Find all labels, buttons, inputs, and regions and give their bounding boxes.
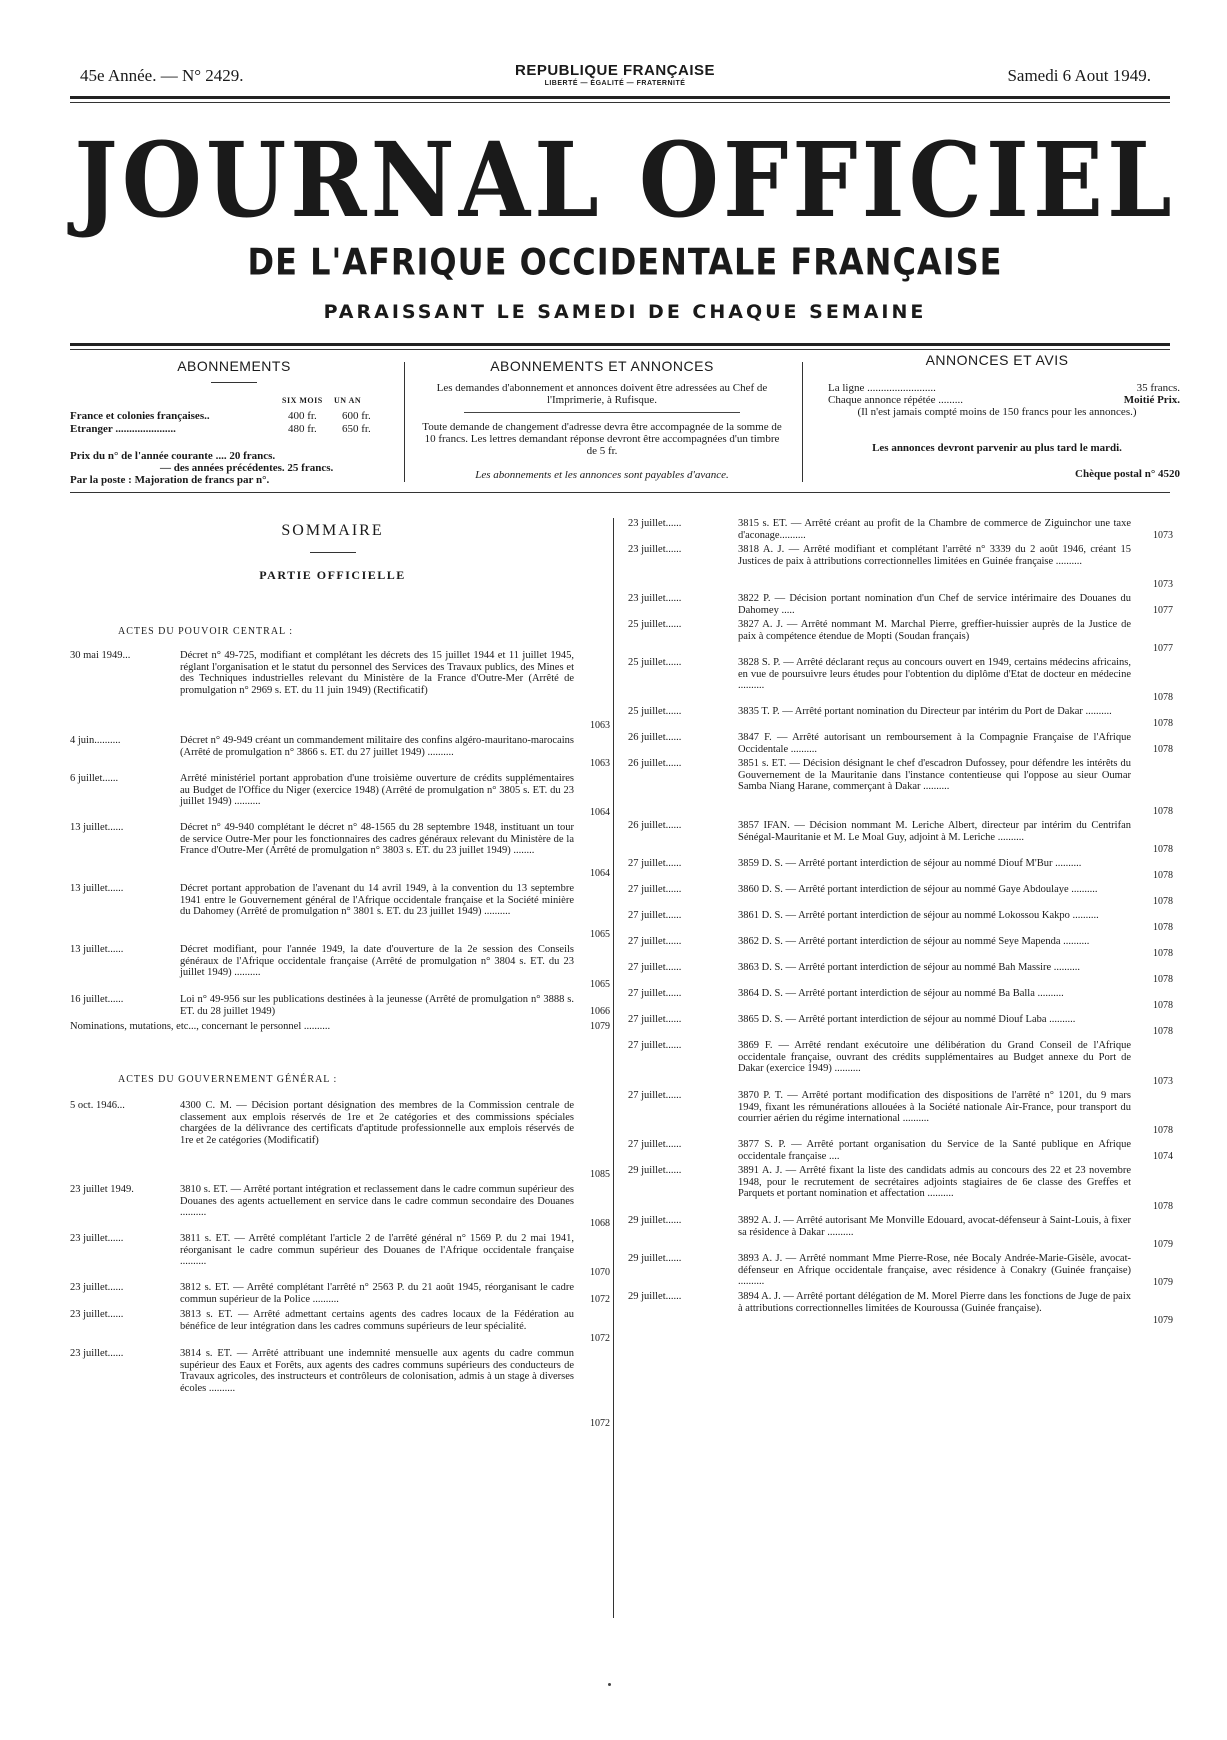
toc-entry-page: 1079 <box>590 1021 610 1033</box>
toc-entry-date: 27 juillet...... <box>628 1090 682 1101</box>
issue-number: 45e Année. — N° 2429. <box>80 66 244 85</box>
price-row-label: Etranger ...................... <box>70 423 176 435</box>
price-columns-header <box>282 396 386 405</box>
toc-entry-text: 3822 P. — Décision portant nomination d'un Chef de service intérimaire des Douanes du Dahomey ..... <box>738 593 1131 616</box>
toc-entry-date: 27 juillet...... <box>628 962 682 973</box>
toc-entry-text: 3810 s. ET. — Arrêté portant intégration et reclassement dans le cadre commun supérieur des Douanes des agents actuellement en service dans le cadre commun secondaire des Douanes .......... <box>180 1184 574 1219</box>
repeat-price-label: Chaque annonce répétée ......... <box>828 394 963 406</box>
price-row <box>70 423 371 435</box>
masthead-subtitle: DE L'AFRIQUE OCCIDENTALE FRANÇAISE <box>247 240 1003 284</box>
toc-entry-date: 29 juillet...... <box>628 1165 682 1176</box>
price-row-label: France et colonies françaises.. <box>70 410 210 422</box>
toc-entry-page: 1072 <box>590 1333 610 1345</box>
masthead-tagline: PARAISSANT LE SAMEDI DE CHAQUE SEMAINE <box>323 301 927 323</box>
toc-entry <box>628 1165 1173 1213</box>
repeat-price: Moitié Prix. <box>1123 394 1180 406</box>
toc-entry-date: 23 juillet 1949. <box>70 1184 134 1195</box>
toc-entry-date: 6 juillet...... <box>70 773 119 784</box>
toc-entry-page: 1070 <box>590 1267 610 1279</box>
toc-entry-page: 1064 <box>590 868 610 880</box>
subscription-address-note: Les demandes d'abonnement et annonces doivent être adressées au Chef de l'Imprimerie, à Rufisque. <box>436 382 768 406</box>
toc-entry-text: Arrêté ministériel portant approbation d'une troisième ouverture de crédits supplémentaires au Budget de l'Office du Niger (exercice 1948) (Arrêté de promulgation n° 3805 s. ET. du 23 juillet 1949) .......... <box>180 773 574 808</box>
toc-entry-text: 3828 S. P. — Arrêté déclarant reçus au concours ouvert en 1949, certains médecins africains, en vue de poursuivre leurs études pour l'obtention du diplôme d'Etat de docteur en médecine .......... <box>738 657 1131 692</box>
toc-entry <box>70 883 610 941</box>
toc-entry-text: 3818 A. J. — Arrêté modifiant et complétant l'arrêté n° 3339 du 2 août 1946, créant 15 Justices de paix à attributions correctionnelles limitées en Guinée française .......... <box>738 544 1131 567</box>
subscription-top-rule-thin <box>70 349 1170 350</box>
toc-entry <box>70 1282 610 1306</box>
header-line <box>70 62 1175 90</box>
toc-entry-text: 3864 D. S. — Arrêté portant interdiction de séjour au nommé Ba Balla .......... <box>738 988 1064 999</box>
toc-entry-text: 3863 D. S. — Arrêté portant interdiction de séjour au nommé Bah Massire .......... <box>738 962 1081 973</box>
toc-entry <box>628 820 1173 856</box>
toc-entry <box>70 1348 610 1430</box>
toc-entry-date: 26 juillet...... <box>628 758 682 769</box>
toc-entry-date: 30 mai 1949... <box>70 650 131 661</box>
toc-entry-page: 1073 <box>1153 579 1173 591</box>
toc-entry <box>628 593 1173 617</box>
line-price: 35 francs. <box>1136 382 1180 394</box>
toc-entry-text: 3811 s. ET. — Arrêté complétant l'article 2 de l'arrêté général n° 1569 P. du 2 mai 1941, réorganisant le cadre commun supérieur des Douanes de l'Afrique occidentale française .......... <box>180 1233 574 1268</box>
toc-entry-date: 27 juillet...... <box>628 936 682 947</box>
republic-motto: LIBERTÉ — ÉGALITÉ — FRATERNITÉ <box>544 80 686 87</box>
toc-entry-page: 1063 <box>590 758 610 770</box>
abonnements-annonces-column <box>414 352 790 484</box>
toc-entry-page: 1079 <box>1153 1239 1173 1251</box>
issue-price: Prix du n° de l'année courante .... 20 francs. <box>70 450 276 462</box>
toc-entry-date: 23 juillet...... <box>70 1309 124 1320</box>
toc-entry-page: 1085 <box>590 1169 610 1181</box>
toc-entry-text: 3865 D. S. — Arrêté portant interdiction de séjour au nommé Diouf Laba .......... <box>738 1014 1076 1025</box>
toc-entry-date: 26 juillet...... <box>628 820 682 831</box>
annonces-avis-heading: ANNONCES ET AVIS <box>925 352 1069 368</box>
toc-entry-page: 1064 <box>590 807 610 819</box>
toc-entry <box>628 657 1173 704</box>
toc-entry-date: 27 juillet...... <box>628 910 682 921</box>
header-rule-thin <box>70 102 1170 103</box>
toc-entry-text: 3813 s. ET. — Arrêté admettant certains agents des cadres locaux de la Fédération au bénéfice de leur intégration dans les cadres communs supérieurs de leur spécialité. <box>180 1309 574 1332</box>
toc-entry <box>70 650 610 732</box>
toc-entry-page: 1072 <box>590 1294 610 1306</box>
toc-entry <box>628 619 1173 655</box>
divider <box>464 412 740 413</box>
toc-entry-date: 25 juillet...... <box>628 619 682 630</box>
toc-entry-text: Nominations, mutations, etc..., concernant le personnel .......... <box>70 1021 331 1032</box>
toc-entry-page: 1078 <box>1153 1125 1173 1137</box>
one-year-header: UN AN <box>334 396 362 405</box>
toc-entry-date: 13 juillet...... <box>70 822 124 833</box>
toc-entry-text: 3877 S. P. — Arrêté portant organisation du Service de la Santé publique en Afrique occidentale française .... <box>738 1139 1131 1162</box>
toc-entry <box>70 944 610 991</box>
issue-date: Samedi 6 Aout 1949. <box>1007 66 1151 85</box>
toc-entry-date: 27 juillet...... <box>628 858 682 869</box>
price-row <box>70 410 371 422</box>
back-issue-price: — des années précédentes. 25 francs. <box>160 462 334 474</box>
toc-entry <box>628 910 1173 934</box>
toc-entry <box>70 1233 610 1279</box>
toc-entry <box>628 518 1173 542</box>
annonces-avis-column <box>814 352 1180 484</box>
divider <box>211 382 257 383</box>
toc-entry-text: Décret portant approbation de l'avenant du 14 avril 1949, à la convention du 13 septembre 1941 entre le Gouvernement général de l'Afrique occidentale française et la Société minière du Dahomey (Arrêté de promulgation n° 3801 s. ET. du 23 juillet 1949) .......... <box>180 883 574 918</box>
toc-entry <box>628 962 1173 986</box>
toc-entry-date: 29 juillet...... <box>628 1215 682 1226</box>
toc-entry-page: 1078 <box>1153 896 1173 908</box>
toc-entry-page: 1078 <box>1153 844 1173 856</box>
change-address-note: Toute demande de changement d'adresse devra être accompagnée de la somme de 10 francs. Les lettres demandant réponse devront être accompagnées d'un timbre de 5 fr. <box>422 421 782 457</box>
toc-entry-text: 3812 s. ET. — Arrêté complétant l'arrêté n° 2563 P. du 21 août 1945, réorganisant le cadre commun supérieur de la Police .......... <box>180 1282 574 1305</box>
toc-entry-text: Décret modifiant, pour l'année 1949, la date d'ouverture de la 2e session des Conseils généraux de l'Afrique occidentale française (Arrêté de promulgation n° 3804 s. ET. du 23 juillet 1949) .......... <box>180 944 574 979</box>
minimum-note: (Il n'est jamais compté moins de 150 francs pour les annonces.) <box>857 406 1137 418</box>
price-six: 480 fr. <box>288 423 317 435</box>
toc-entry-page: 1065 <box>590 979 610 991</box>
toc-entry-text: 3847 F. — Arrêté autorisant un remboursement à la Compagnie Française de l'Afrique Occidentale .......... <box>738 732 1131 755</box>
toc-entry <box>70 994 610 1018</box>
republic-title: REPUBLIQUE FRANÇAISE <box>514 62 715 79</box>
toc-entry-page: 1077 <box>1153 605 1173 617</box>
toc-entry-date: 23 juillet...... <box>628 593 682 604</box>
toc-entry <box>628 1014 1173 1038</box>
toc-entry-date: 23 juillet...... <box>628 544 682 555</box>
toc-entry-text: Décret n° 49-940 complétant le décret n° 48-1565 du 28 septembre 1948, instituant un tour de service Outre-Mer pour les fonctionnaires des cadres généraux relevant du Ministère de la France d'Outre-Mer (Arrêté de promulgation n° 3803 s. ET. du 23 juillet 1949) ........ <box>180 822 574 857</box>
toc-entry-page: 1063 <box>590 720 610 732</box>
toc-entry <box>628 1253 1173 1289</box>
toc-entry <box>628 1215 1173 1251</box>
toc-entry-text: 3894 A. J. — Arrêté portant délégation de M. Morel Pierre dans les fonctions de Juge de paix à attributions correctionnelles limitées de Kouroussa (Guinée française). <box>738 1291 1131 1314</box>
toc-entry-date: 27 juillet...... <box>628 1040 682 1051</box>
toc-entry-date: 27 juillet...... <box>628 884 682 895</box>
toc-entry-page: 1073 <box>1153 530 1173 542</box>
price-year: 600 fr. <box>342 410 371 422</box>
column-divider <box>802 362 803 482</box>
toc-entry <box>70 1309 610 1345</box>
toc-entry-page: 1079 <box>1153 1315 1173 1327</box>
toc-entry <box>628 858 1173 882</box>
toc-entry-date: 4 juin.......... <box>70 735 121 746</box>
toc-entry-date: 13 juillet...... <box>70 944 124 955</box>
toc-entry-page: 1078 <box>1153 1000 1173 1012</box>
price-year: 650 fr. <box>342 423 371 435</box>
section-heading-gouvernement-general: ACTES DU GOUVERNEMENT GÉNÉRAL : <box>118 1074 338 1085</box>
toc-entry-page: 1065 <box>590 929 610 941</box>
toc-entry <box>628 1040 1173 1088</box>
toc-entry-page: 1072 <box>590 1418 610 1430</box>
toc-entry <box>70 735 610 770</box>
toc-entry-text: Décret n° 49-725, modifiant et complétant les décrets des 15 juillet 1944 et 11 juillet 1945, réglant l'organisation et le statut du personnel des Services des Travaux publics, des Mines et des Techniques industrielles relevant du Ministère de la France d'Outre-Mer (Arrêté de promulgation n° 2969 s. ET. du 11 juin 1949) (Rectificatif) <box>180 650 574 696</box>
toc-entry-text: 3827 A. J. — Arrêté nommant M. Marchal Pierre, greffier-huissier auprès de la Justice de paix à compétence étendue de Mopti (Soudan français) <box>738 619 1131 642</box>
toc-entry-text: 3869 F. — Arrêté rendant exécutoire une délibération du Grand Conseil de l'Afrique occidentale française, ouvrant des crédits supplémentaires au Budget annexe du Port de Dakar (exercice 1949) .......... <box>738 1040 1131 1075</box>
toc-entry-text: 3892 A. J. — Arrêté autorisant Me Monville Edouard, avocat-défenseur à Saint-Louis, à fixer sa résidence à Dakar .......... <box>738 1215 1131 1238</box>
abonnements-heading: ABONNEMENTS <box>177 358 291 374</box>
toc-entry-text: 3859 D. S. — Arrêté portant interdiction de séjour au nommé Diouf M'Bur .......... <box>738 858 1082 869</box>
toc-entry-date: 23 juillet...... <box>628 518 682 529</box>
abonnements-column <box>70 352 398 484</box>
six-months-header: SIX MOIS <box>282 396 323 405</box>
abonnements-annonces-heading: ABONNEMENTS ET ANNONCES <box>490 358 714 374</box>
toc-entry <box>70 1021 610 1033</box>
toc-entry-page: 1078 <box>1153 974 1173 986</box>
toc-entry <box>628 884 1173 908</box>
toc-entry-date: 27 juillet...... <box>628 1139 682 1150</box>
price-six: 400 fr. <box>288 410 317 422</box>
header-rule <box>70 96 1170 99</box>
toc-entry <box>628 706 1173 730</box>
toc-entry-date: 13 juillet...... <box>70 883 124 894</box>
toc-entry-date: 29 juillet...... <box>628 1253 682 1264</box>
toc-entry-page: 1078 <box>1153 806 1173 818</box>
toc-entry-text: Loi n° 49-956 sur les publications destinées à la jeunesse (Arrêté de promulgation n° 3888 s. ET. du 28 juillet 1949) <box>180 994 574 1017</box>
toc-entry-page: 1073 <box>1153 1076 1173 1088</box>
toc-entry <box>628 988 1173 1012</box>
toc-entry-page: 1078 <box>1153 1026 1173 1038</box>
postal-surcharge: Par la poste : Majoration de francs par n°. <box>70 474 270 486</box>
payment-note: Les abonnements et les annonces sont payables d'avance. <box>475 469 729 481</box>
toc-entry-date: 5 oct. 1946... <box>70 1100 125 1111</box>
toc-entry-page: 1078 <box>1153 718 1173 730</box>
deadline-note: Les annonces devront parvenir au plus tard le mardi. <box>872 442 1122 454</box>
toc-entry-text: 3815 s. ET. — Arrêté créant au profit de la Chambre de commerce de Ziguinchor une taxe d'aconage.......... <box>738 518 1131 541</box>
toc-entry-page: 1078 <box>1153 744 1173 756</box>
toc-entry <box>628 732 1173 756</box>
toc-entry-text: 3851 s. ET. — Décision désignant le chef d'escadron Dufossey, pour défendre les intérêts du Gouvernement de la Mauritanie dans l'instance contentieuse qui l'oppose au sieur Oumar Samba Niang Harane, commerçant à Dakar .......... <box>738 758 1131 793</box>
toc-entry-page: 1074 <box>1153 1151 1173 1163</box>
toc-entry-date: 26 juillet...... <box>628 732 682 743</box>
toc-entry <box>70 822 610 880</box>
masthead-title: JOURNAL OFFICIEL <box>74 119 1176 241</box>
subscription-bottom-rule <box>70 492 1170 493</box>
toc-entry-page: 1078 <box>1153 692 1173 704</box>
toc-entry-text: 3860 D. S. — Arrêté portant interdiction de séjour au nommé Gaye Abdoulaye .......... <box>738 884 1098 895</box>
toc-entry-text: 3835 T. P. — Arrêté portant nomination du Directeur par intérim du Port de Dakar .......... <box>738 706 1112 717</box>
toc-entry-date: 27 juillet...... <box>628 1014 682 1025</box>
line-price-label: La ligne ......................... <box>828 382 936 394</box>
toc-entry-text: 3870 P. T. — Arrêté portant modification des dispositions de l'arrêté n° 1201, du 9 mars 1949, fixant les rémunérations allouées à la Société nationale Air-France, pour transport du courrier aérien du régime international .......... <box>738 1090 1131 1125</box>
toc-entry <box>628 936 1173 960</box>
divider <box>310 552 356 553</box>
toc-entry-text: Décret n° 49-949 créant un commandement militaire des confins algéro-mauritano-marocains (Arrêté de promulgation n° 3866 s. ET. du 27 juillet 1949) .......... <box>180 735 574 758</box>
page-mark <box>608 1683 611 1686</box>
toc-entry-date: 29 juillet...... <box>628 1291 682 1302</box>
toc-entry-date: 23 juillet...... <box>70 1233 124 1244</box>
toc-entry-date: 25 juillet...... <box>628 657 682 668</box>
toc-entry-text: 3861 D. S. — Arrêté portant interdiction de séjour au nommé Lokossou Kakpo .......... <box>738 910 1099 921</box>
toc-entry-date: 23 juillet...... <box>70 1282 124 1293</box>
toc-entry-page: 1078 <box>1153 870 1173 882</box>
toc-entry-page: 1068 <box>590 1218 610 1230</box>
sommaire-title: SOMMAIRE <box>281 522 384 539</box>
toc-entry <box>70 1184 610 1230</box>
toc-entry-date: 16 juillet...... <box>70 994 124 1005</box>
subscription-top-rule <box>70 343 1170 346</box>
toc-entry-page: 1078 <box>1153 948 1173 960</box>
toc-entry-date: 23 juillet...... <box>70 1348 124 1359</box>
toc-entry-page: 1066 <box>590 1006 610 1018</box>
toc-entry-text: 3857 IFAN. — Décision nommant M. Leriche Albert, directeur par intérim du Centrifan Sénégal-Mauritanie et M. Le Moal Guy, adjoint à M. Leriche .......... <box>738 820 1131 843</box>
toc-entry-page: 1078 <box>1153 1201 1173 1213</box>
toc-entry-date: 25 juillet...... <box>628 706 682 717</box>
toc-entry-page: 1079 <box>1153 1277 1173 1289</box>
toc-entry <box>70 773 610 819</box>
column-divider <box>613 518 614 1618</box>
toc-entry <box>628 758 1173 818</box>
toc-entry-text: 3814 s. ET. — Arrêté attribuant une indemnité mensuelle aux agents du cadre commun supérieur des Eaux et Forêts, aux agents des cadres communs supérieurs des conducteurs de Travaux agricoles, des instructeurs et contrôleurs de colonisation, admis à un stage à diverses écoles .......... <box>180 1348 574 1394</box>
section-heading-pouvoir-central: ACTES DU POUVOIR CENTRAL : <box>118 626 294 637</box>
toc-entry <box>628 544 1173 591</box>
toc-entry <box>628 1090 1173 1137</box>
subscription-box <box>70 352 1180 487</box>
toc-entry-date: 27 juillet...... <box>628 988 682 999</box>
column-divider <box>404 362 405 482</box>
toc-entry-text: 3891 A. J. — Arrêté fixant la liste des candidats admis au concours des 22 et 23 novembre 1948, pour le recrutement de secrétaires adjoints stagiaires de 6e classe des Greffes et Parquets et portant nomination et affectation .......... <box>738 1165 1131 1200</box>
toc-entry-text: 3893 A. J. — Arrêté nommant Mme Pierre-Rose, née Bocaly Andrée-Marie-Gisèle, avocat-défenseur en Afrique occidentale française, avec résidence à Conakry (Guinée française) .......... <box>738 1253 1131 1288</box>
toc-entry <box>628 1139 1173 1163</box>
toc-entry-page: 1077 <box>1153 643 1173 655</box>
toc-entry-page: 1078 <box>1153 922 1173 934</box>
toc-entry <box>70 1100 610 1181</box>
toc-entry-text: 3862 D. S. — Arrêté portant interdiction de séjour au nommé Seye Mapenda .......... <box>738 936 1090 947</box>
postal-cheque: Chèque postal n° 4520 <box>1075 468 1180 480</box>
partie-officielle-title: PARTIE OFFICIELLE <box>259 568 406 582</box>
republic-block <box>480 62 750 87</box>
toc-entry <box>628 1291 1173 1327</box>
toc-entry-text: 4300 C. M. — Décision portant désignation des membres de la Commission centrale de classement aux emplois réservés de 1re et 2e catégories et des commissions spéciales chargées de la délivrance des certificats d'aptitude professionnelle aux emplois réservés de 1re et 2e catégories (Modificatif) <box>180 1100 574 1146</box>
